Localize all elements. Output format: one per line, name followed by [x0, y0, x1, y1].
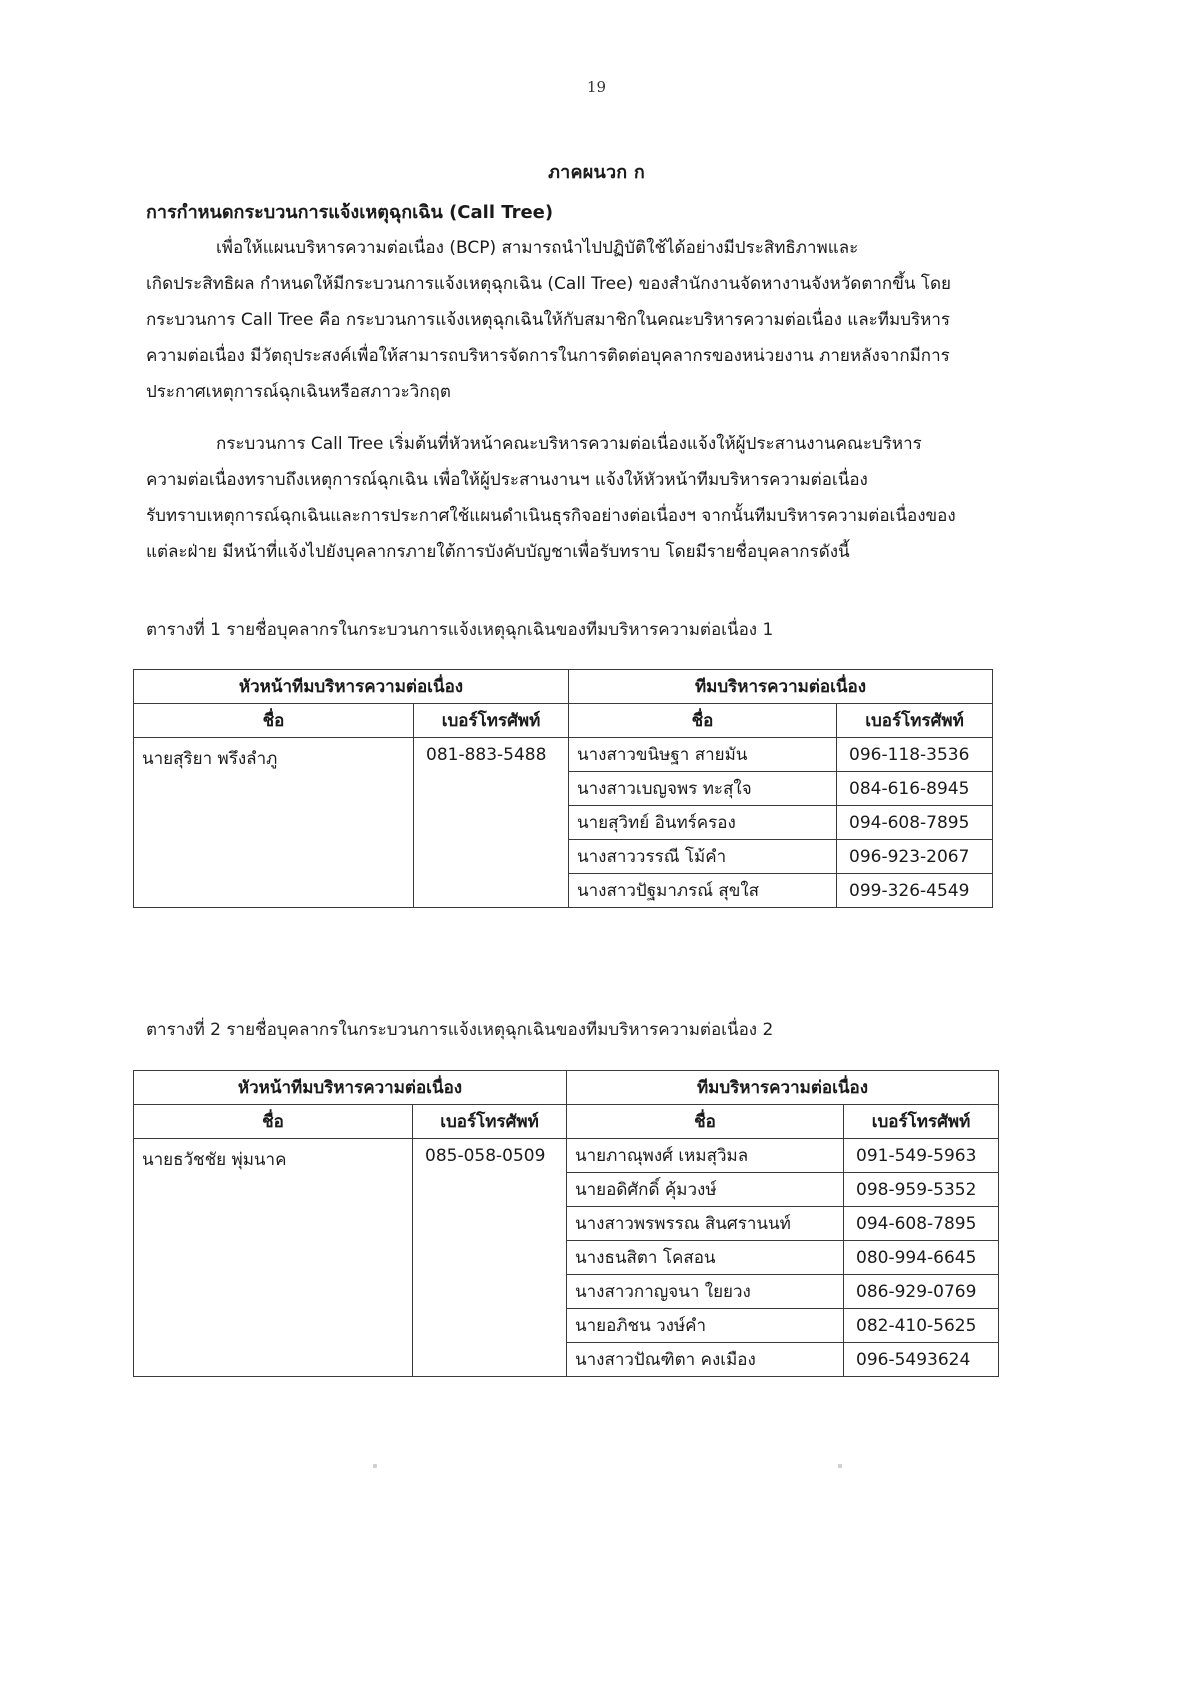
header-member-phone: เบอร์โทรศัพท์ — [837, 704, 993, 738]
member-phone: 098-959-5352 — [844, 1173, 999, 1207]
leader-name: นายสุริยา พรึงลำภู — [134, 738, 414, 908]
leader-phone: 081-883-5488 — [414, 738, 569, 908]
member-phone: 080-994-6645 — [844, 1241, 999, 1275]
table-1-caption: ตารางที่ 1 รายชื่อบุคลากรในกระบวนการแจ้งเหตุฉุกเฉินของทีมบริหารความต่อเนื่อง 1 — [146, 620, 774, 640]
member-name: นายอดิศักดิ์ คุ้มวงษ์ — [567, 1173, 844, 1207]
member-phone: 096-5493624 — [844, 1343, 999, 1377]
header-member-name: ชื่อ — [569, 704, 837, 738]
member-phone: 099-326-4549 — [837, 874, 993, 908]
member-name: นางสาวเบญจพร ทะสุใจ — [569, 772, 837, 806]
header-member-phone: เบอร์โทรศัพท์ — [844, 1105, 999, 1139]
member-phone: 096-923-2067 — [837, 840, 993, 874]
header-leader-name: ชื่อ — [134, 704, 414, 738]
member-phone: 084-616-8945 — [837, 772, 993, 806]
member-name: นางสาวขนิษฐา สายมัน — [569, 738, 837, 772]
header-leader-name: ชื่อ — [134, 1105, 413, 1139]
member-phone: 094-608-7895 — [844, 1207, 999, 1241]
header-leader-phone: เบอร์โทรศัพท์ — [414, 704, 569, 738]
leader-phone: 085-058-0509 — [413, 1139, 567, 1377]
paragraph-line: เกิดประสิทธิผล กำหนดให้มีกระบวนการแจ้งเหตุฉุกเฉิน (Call Tree) ของสำนักงานจัดหางานจังหวัดตากขึ้น โดย — [146, 274, 951, 294]
member-name: นางสาวปัณฑิตา คงเมือง — [567, 1343, 844, 1377]
appendix-title: ภาคผนวก ก — [548, 162, 645, 183]
paragraph-line: ประกาศเหตุการณ์ฉุกเฉินหรือสภาวะวิกฤต — [146, 382, 451, 402]
member-phone: 091-549-5963 — [844, 1139, 999, 1173]
member-phone: 096-118-3536 — [837, 738, 993, 772]
paragraph-line: เพื่อให้แผนบริหารความต่อเนื่อง (BCP) สามารถนำไปปฏิบัติใช้ได้อย่างมีประสิทธิภาพและ — [216, 238, 859, 258]
member-name: นางสาวปัฐมาภรณ์ สุขใส — [569, 874, 837, 908]
page-number: 19 — [586, 78, 607, 96]
header-leader-phone: เบอร์โทรศัพท์ — [413, 1105, 567, 1139]
scan-speck — [838, 1464, 842, 1468]
paragraph-line: ความต่อเนื่อง มีวัตถุประสงค์เพื่อให้สามารถบริหารจัดการในการติดต่อบุคลากรของหน่วยงาน ภายหลังจากมีการ — [146, 346, 950, 366]
member-name: นางธนสิตา โคสอน — [567, 1241, 844, 1275]
paragraph-line: กระบวนการ Call Tree เริ่มต้นที่หัวหน้าคณะบริหารความต่อเนื่องแจ้งให้ผู้ประสานงานคณะบริหาร — [216, 434, 922, 454]
call-tree-table-1 — [133, 669, 993, 908]
table-2-caption: ตารางที่ 2 รายชื่อบุคลากรในกระบวนการแจ้งเหตุฉุกเฉินของทีมบริหารความต่อเนื่อง 2 — [146, 1020, 774, 1040]
header-leader-group: หัวหน้าทีมบริหารความต่อเนื่อง — [134, 670, 569, 704]
paragraph-line: แต่ละฝ่าย มีหน้าที่แจ้งไปยังบุคลากรภายใต้การบังคับบัญชาเพื่อรับทราบ โดยมีรายชื่อบุคลากรดังนี้ — [146, 542, 850, 562]
table-row — [134, 1139, 999, 1173]
paragraph-line: รับทราบเหตุการณ์ฉุกเฉินและการประกาศใช้แผนดำเนินธุรกิจอย่างต่อเนื่องฯ จากนั้นทีมบริหารความต่อเนื่องของ — [146, 506, 956, 526]
header-team-group: ทีมบริหารความต่อเนื่อง — [567, 1071, 999, 1105]
scan-speck — [373, 1464, 377, 1468]
header-member-name: ชื่อ — [567, 1105, 844, 1139]
paragraph-line: ความต่อเนื่องทราบถึงเหตุการณ์ฉุกเฉิน เพื่อให้ผู้ประสานงานฯ แจ้งให้หัวหน้าทีมบริหารความต่อเนื่อง — [146, 470, 868, 490]
member-phone: 094-608-7895 — [837, 806, 993, 840]
paragraph-line: กระบวนการ Call Tree คือ กระบวนการแจ้งเหตุฉุกเฉินให้กับสมาชิกในคณะบริหารความต่อเนื่อง และทีมบริหาร — [146, 310, 951, 330]
section-heading: การกำหนดกระบวนการแจ้งเหตุฉุกเฉิน (Call Tree) — [146, 202, 554, 223]
table-row — [134, 738, 993, 772]
member-name: นายภาณุพงศ์ เหมสุวิมล — [567, 1139, 844, 1173]
header-team-group: ทีมบริหารความต่อเนื่อง — [569, 670, 993, 704]
member-phone: 086-929-0769 — [844, 1275, 999, 1309]
leader-name: นายธวัชชัย พุ่มนาค — [134, 1139, 413, 1377]
member-name: นายอภิชน วงษ์คำ — [567, 1309, 844, 1343]
member-phone: 082-410-5625 — [844, 1309, 999, 1343]
call-tree-table-2 — [133, 1070, 999, 1377]
member-name: นางสาวพรพรรณ สินศรานนท์ — [567, 1207, 844, 1241]
member-name: นางสาววรรณี โม้คำ — [569, 840, 837, 874]
member-name: นางสาวกาญจนา ใยยวง — [567, 1275, 844, 1309]
header-leader-group: หัวหน้าทีมบริหารความต่อเนื่อง — [134, 1071, 567, 1105]
member-name: นายสุวิทย์ อินทร์ครอง — [569, 806, 837, 840]
